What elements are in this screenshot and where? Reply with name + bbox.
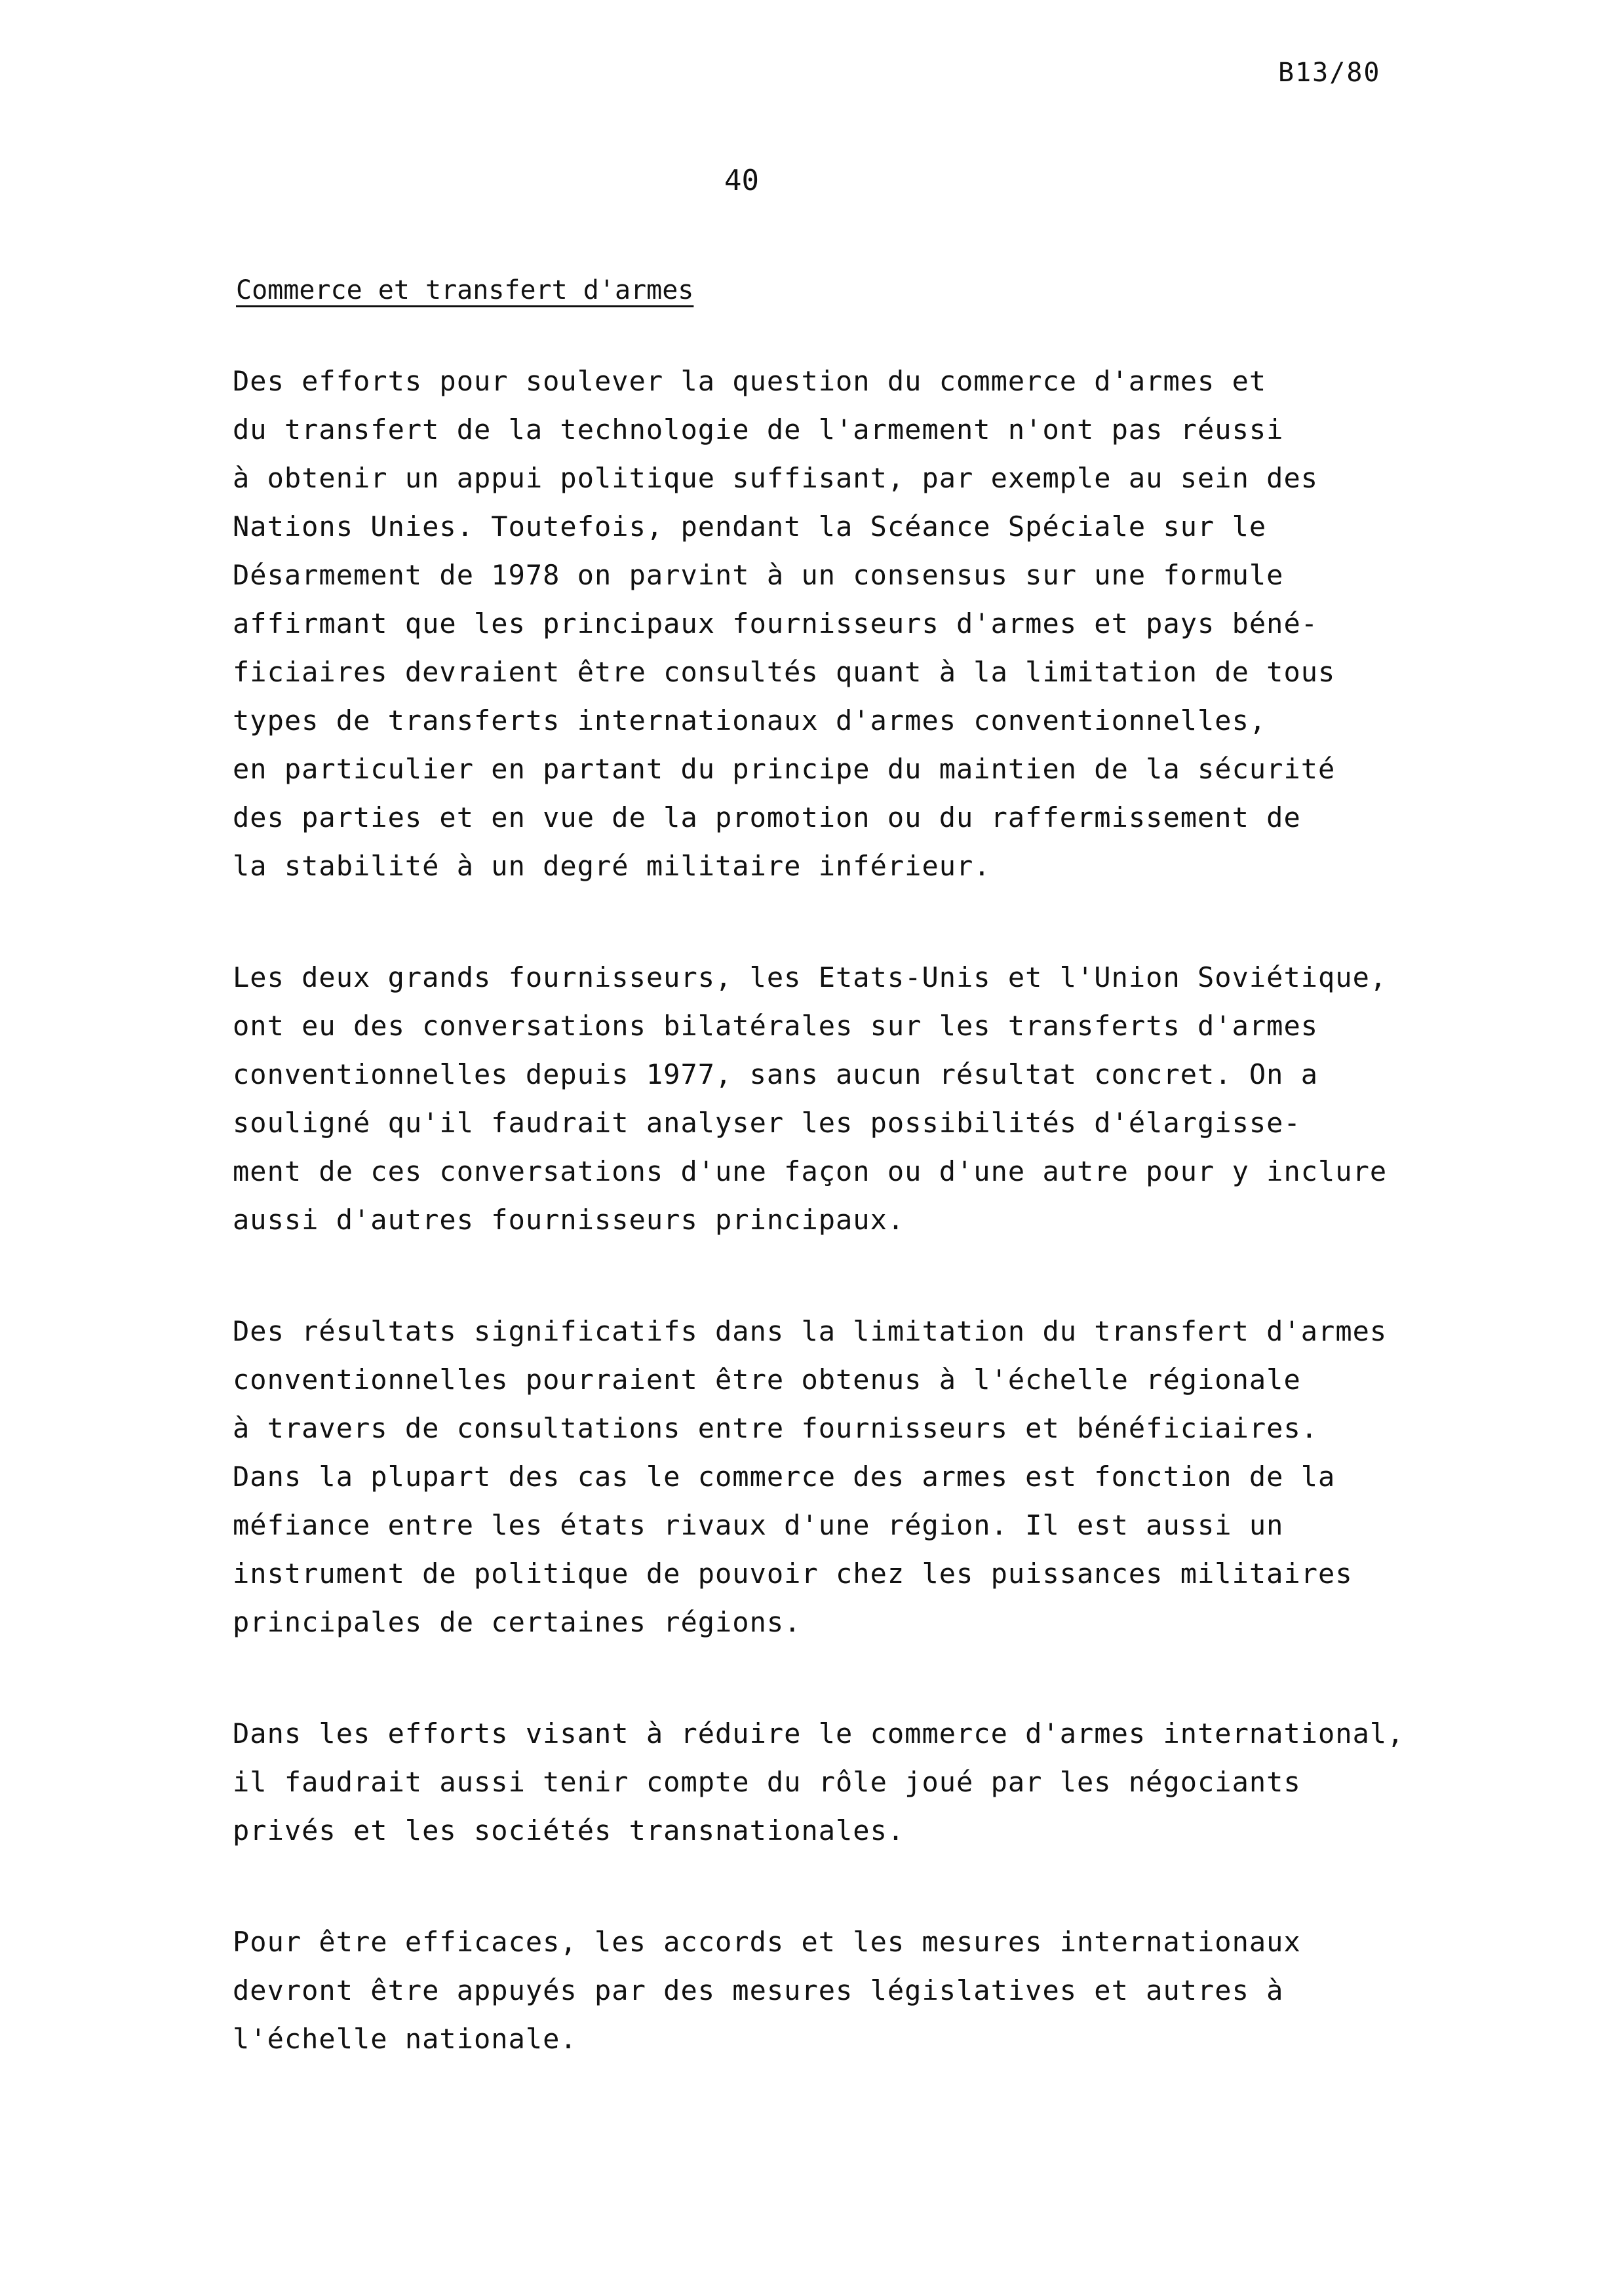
paragraph: [233, 1710, 1596, 1855]
text-line: types de transferts internationaux d'armes conventionnelles,: [233, 704, 1267, 737]
paragraph: [233, 1307, 1596, 1647]
text-line: l'échelle nationale.: [233, 2023, 577, 2055]
text-line: Des résultats significatifs dans la limitation du transfert d'armes: [233, 1315, 1388, 1347]
text-line: en particulier en partant du principe du maintien de la sécurité: [233, 753, 1336, 785]
text-line: Pour être efficaces, les accords et les mesures internationaux: [233, 1926, 1301, 1958]
document-reference: B13/80: [1278, 58, 1381, 88]
text-line: principales de certaines régions.: [233, 1606, 802, 1638]
text-line: souligné qu'il faudrait analyser les possibilités d'élargisse-: [233, 1107, 1301, 1139]
text-line: Des efforts pour soulever la question du commerce d'armes et: [233, 365, 1267, 397]
text-line: instrument de politique de pouvoir chez les puissances militaires: [233, 1558, 1353, 1590]
text-line: devront être appuyés par des mesures législatives et autres à: [233, 1974, 1284, 2006]
text-line: conventionnelles depuis 1977, sans aucun résultat concret. On a: [233, 1058, 1319, 1090]
text-line: Nations Unies. Toutefois, pendant la Scéance Spéciale sur le: [233, 510, 1267, 543]
paragraph: [233, 953, 1596, 1244]
body-text: [233, 357, 1596, 2126]
text-line: ment de ces conversations d'une façon ou d'une autre pour y inclure: [233, 1155, 1388, 1187]
text-line: Dans la plupart des cas le commerce des armes est fonction de la: [233, 1461, 1336, 1493]
text-line: il faudrait aussi tenir compte du rôle joué par les négociants: [233, 1766, 1301, 1798]
text-line: ont eu des conversations bilatérales sur les transferts d'armes: [233, 1010, 1319, 1042]
text-line: Les deux grands fournisseurs, les Etats-Unis et l'Union Soviétique,: [233, 961, 1388, 993]
text-line: conventionnelles pourraient être obtenus à l'échelle régionale: [233, 1364, 1301, 1396]
text-line: méfiance entre les états rivaux d'une région. Il est aussi un: [233, 1509, 1284, 1541]
paragraph: [233, 1918, 1596, 2063]
text-line: privés et les sociétés transnationales.: [233, 1814, 905, 1846]
text-line: à obtenir un appui politique suffisant, par exemple au sein des: [233, 462, 1319, 494]
text-line: Dans les efforts visant à réduire le commerce d'armes international,: [233, 1717, 1405, 1750]
text-line: ficiaires devraient être consultés quant à la limitation de tous: [233, 656, 1336, 688]
text-line: aussi d'autres fournisseurs principaux.: [233, 1204, 905, 1236]
text-line: affirmant que les principaux fournisseurs d'armes et pays béné-: [233, 607, 1319, 640]
text-line: Désarmement de 1978 on parvint à un consensus sur une formule: [233, 559, 1284, 591]
text-line: des parties et en vue de la promotion ou du raffermissement de: [233, 801, 1301, 833]
text-line: du transfert de la technologie de l'armement n'ont pas réussi: [233, 413, 1284, 446]
page-number: 40: [724, 164, 759, 197]
paragraph: [233, 357, 1596, 890]
text-line: la stabilité à un degré militaire inférieur.: [233, 850, 991, 882]
section-heading: Commerce et transfert d'armes: [236, 275, 694, 305]
text-line: à travers de consultations entre fournisseurs et bénéficiaires.: [233, 1412, 1319, 1444]
